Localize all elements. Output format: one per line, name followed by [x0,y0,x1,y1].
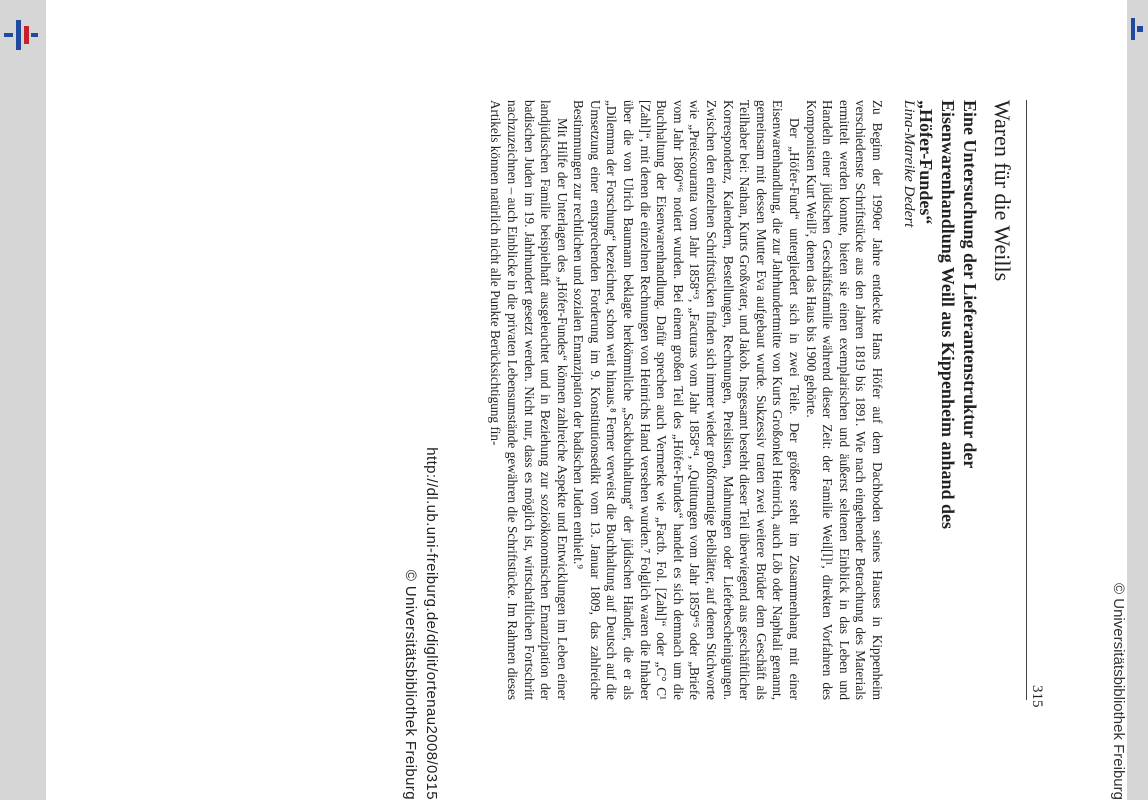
page-marker-icon [1131,18,1143,40]
copyright-text: © Universitätsbibliothek Freiburg [402,569,419,800]
article-title: Waren für die Weills [990,100,1015,282]
document-page [145,100,1045,708]
header-divider [1026,100,1027,700]
paragraph-3: Mit Hilfe der Unterlagen des „Höfer-Fundes“ können zahlreiche Aspekte und Entwicklungen im Leben einer landjüdischen Familie beispielhaft ausgeleuchtet und in Beziehung zur sozioökonomischen Emanzipation der badischen Juden im 19. Jahrhundert gesetzt werden. Nicht nur, dass es möglich ist, wirtschaftlichen Fortschritt nachzuzeichnen – auch Einblicke in die privaten Lebensumstände gewähren die Schriftstücke. Im Rahmen dieses Artikels können natürlich nicht alle Punkte Berücksichtigung fin- [488,100,570,700]
viewer-right-sidebar [1127,0,1148,800]
paragraph-1: Zu Beginn der 1990er Jahre entdeckte Hans Höfer auf dem Dachboden seines Hauses in Kippenheim verschiedenste Schriftstücke aus den Jahren 1819 bis 1891. Wie nach eingehender Betrachtung des Materials ermittelt werden konnte, bieten sie einen exemplarischen und äußerst seltenen Einblick in das Leben und Handeln einer jüdischen Geschäftsfamilie während dieser Zeit: der Familie Weil[l]¹, direkten Vorfahren des Komponisten Kurt Weill², denen das Haus bis 1900 gehörte. [803,100,885,700]
article-body [145,100,885,700]
article-subtitle: Eine Untersuchung der Lieferantenstruktur der Eisenwarenhandlung Weill aus Kippenheim anhand des „Höfer-Fundes“ [916,100,980,529]
right-copyright-text: © Universitätsbibliothek Freiburg [1110,583,1127,800]
article-author: Lina-Mareike Dedert [901,100,917,228]
page-number: 315 [1029,685,1045,708]
source-url-link[interactable]: http://dl.ub.uni-freiburg.de/diglit/ortenau2008/0315 [423,447,440,800]
paragraph-2: Der „Höfer-Fund“ untergliedert sich in zwei Teile. Der größere steht im Zusammenhang mit einer Eisenwarenhandlung, die zur Jahrhundertmitte von Kurts Großonkel Heinrich, auch Löb oder Naphtali genannt, gemeinsam mit dessen Mutter Eva aufgebaut wurde. Sukzessiv traten zwei weitere Brüder dem Geschäft als Teilhaber bei: Nathan, Kurts Großvater, und Jakob. Insgesamt besteht dieser Teil überwiegend aus geschäftlicher Korrespondenz, Kalendern, Bestellungen, Rechnungen, Preislisten, Mahnungen oder Lieferbescheinigungen. Zwischen den einzelnen Schriftstücken finden sich immer wieder großformatige Beiblätter, auf denen Stichworte wie „Preiscouranta vom Jahr 1858“³, „Facturas vom Jahr 1858“⁴, „Quittungen vom Jahr 1859“⁵ oder „Briefe vom Jahr 1860“⁶ notiert wurden. Bei einem großen Teil des „Höfer-Fundes“ handelt es sich demnach um die Buchhaltung der Eisenwarenhandlung. Dafür sprechen auch Vermerke wie „Factb. Fol. [Zahl]“ oder „C° C¹ [Zahl]“, mit denen die einzelnen Rechnungen von Heinrichs Hand versehen wurden.⁷ Folglich waren die Inhaber über die von Ulrich Baumann beklagte herkömmliche „Sackbuchhaltung“ der jüdischen Händler, die er als „Dilemma der Forschung“ bezeichnet, schon weit hinaus.⁸ Ferner verweist die Buchhaltung auf Deutsch auf die Umsetzung einer entsprechenden Forderung im 9. Konstitutionsedikt vom 13. Januar 1809, das zahlreiche Bestimmungen zur rechtlichen und sozialen Emanzipation der badischen Juden enthielt.⁹ [571,100,803,700]
viewer-left-sidebar [0,0,46,800]
library-logo-icon [4,18,38,52]
